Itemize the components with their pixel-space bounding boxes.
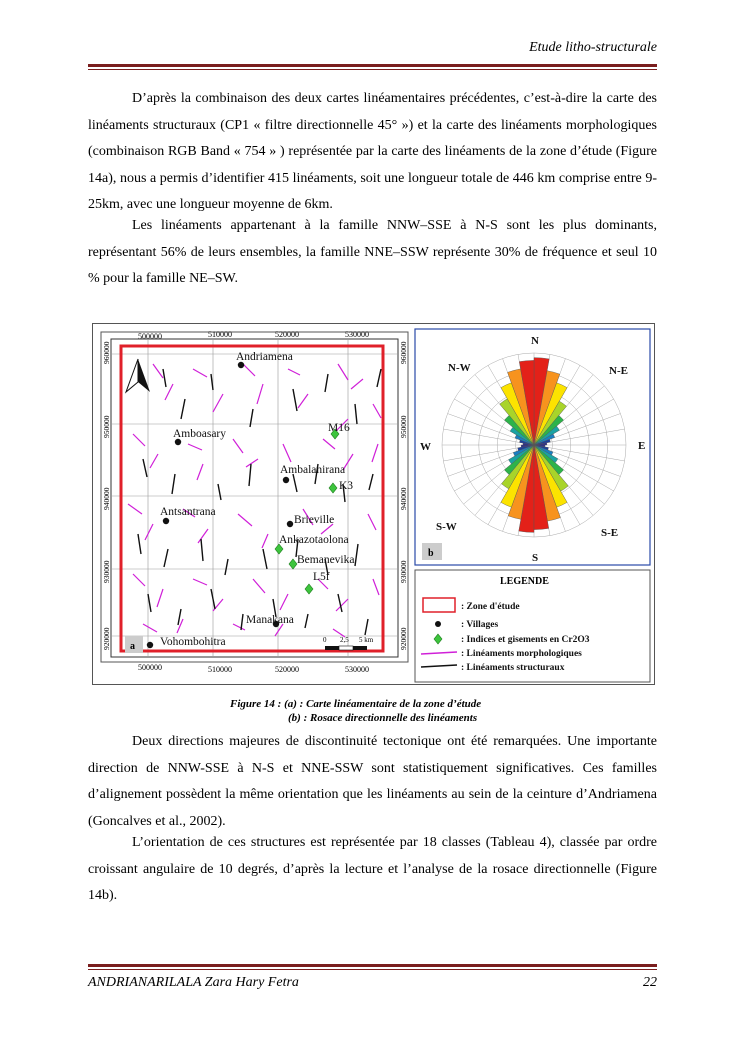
direction-sw: S-W xyxy=(436,521,457,533)
panel-a-label: a xyxy=(130,641,135,652)
running-header: Etude litho-structurale xyxy=(529,40,657,55)
deposit-label-bemanevika: Bemanevika xyxy=(297,554,355,566)
village-marker-vohombohitra xyxy=(147,642,153,648)
direction-ne: N-E xyxy=(609,365,628,377)
x-tick-bottom-2: 510000 xyxy=(208,665,232,674)
y-tick-right-5: 920000 xyxy=(399,627,408,650)
x-tick-bottom-4: 530000 xyxy=(345,665,369,674)
rose-diagram xyxy=(415,329,650,565)
direction-nw: N-W xyxy=(448,362,471,374)
legend-item-struct: : Linéaments structuraux xyxy=(461,663,565,673)
header-rule xyxy=(88,64,657,67)
legend-item-morpho: : Linéaments morphologiques xyxy=(461,649,582,659)
village-label-ambalanirana: Ambalanirana xyxy=(280,464,346,476)
y-tick-right-2: 950000 xyxy=(399,415,408,438)
village-marker-brieville xyxy=(287,521,293,527)
deposit-label-l5f: L5f xyxy=(313,571,330,583)
header-rule-thin xyxy=(88,69,657,70)
legend-item-zone: : Zone d'étude xyxy=(461,602,520,612)
y-tick-left-1: 960000 xyxy=(102,341,111,364)
paragraph-3: Deux directions majeures de discontinuité tectonique ont été remarquées. Une importante direction de NNW-SSE à N-S et NNE-SSW sont statistiquement significatives. Ces familles d’alignement possèdent la même orientation que les linéaments au sein de la ceinture d’Andriamena (Goncalves et al., 2002). xyxy=(88,734,657,829)
legend-village-swatch xyxy=(435,621,441,627)
svg-text:0: 0 xyxy=(323,636,327,644)
direction-w: W xyxy=(420,441,431,453)
village-label-andriamena: Andriamena xyxy=(236,351,293,363)
direction-e: E xyxy=(638,440,646,452)
village-label-vohombohitra: Vohombohitra xyxy=(160,636,226,648)
x-tick-bottom-3: 520000 xyxy=(275,665,299,674)
legend-item-deposits: : Indices et gisements en Cr2O3 xyxy=(461,635,590,645)
lineament-map xyxy=(101,330,408,674)
y-tick-right-1: 960000 xyxy=(399,341,408,364)
x-tick-top-4: 530000 xyxy=(345,330,369,339)
x-tick-top-1: 500000 xyxy=(138,332,162,341)
page-number: 22 xyxy=(643,975,657,990)
village-label-amboasary: Amboasary xyxy=(173,428,227,440)
figure-caption-line-1: Figure 14 : (a) : Carte linéamentaire de la zone d’étude xyxy=(230,698,482,710)
y-tick-left-5: 920000 xyxy=(102,627,111,650)
paragraph-4: L’orientation de ces structures est représentée par 18 classes (Tableau 4), classée par ordre croissant angulaire de 10 degrés, d’après la lecture et l’analyse de la rosace directionnelle (Figure 14b). xyxy=(88,835,657,903)
svg-text:5 km: 5 km xyxy=(359,636,374,644)
footer-rule xyxy=(88,964,657,967)
y-tick-left-2: 950000 xyxy=(102,415,111,438)
village-label-ankazotaolona: Ankazotaolona xyxy=(279,534,349,546)
village-marker-antsantrana xyxy=(163,518,169,524)
footer-author: ANDRIANARILALA Zara Hary Fetra xyxy=(88,975,299,990)
x-tick-bottom-1: 500000 xyxy=(138,663,162,672)
village-label-brieville: Brieville xyxy=(294,514,335,526)
figure-caption-line-2: (b) : Rosace directionnelle des linéaments xyxy=(288,712,478,724)
y-tick-right-4: 930000 xyxy=(399,560,408,583)
svg-text:2,5: 2,5 xyxy=(340,636,349,644)
figure-legend xyxy=(415,570,650,682)
y-tick-left-3: 940000 xyxy=(102,487,111,510)
x-tick-top-3: 520000 xyxy=(275,330,299,339)
footer-rule-thin xyxy=(88,969,657,970)
deposit-label-m16: M16 xyxy=(328,422,350,434)
direction-n: N xyxy=(531,335,539,347)
legend-item-villages: : Villages xyxy=(461,620,499,630)
y-tick-right-3: 940000 xyxy=(399,487,408,510)
x-tick-top-2: 510000 xyxy=(208,330,232,339)
village-label-manakana: Manakana xyxy=(246,614,294,626)
village-label-antsantrana: Antsantrana xyxy=(160,506,216,518)
paragraph-1: D’après la combinaison des deux cartes linéamentaires précédentes, c’est-à-dire la carte des linéaments structuraux (CP1 « filtre directionnelle 45° ») et la carte des linéaments morphologiques (combinaison RGB Band « 754 » ) représentée par la carte des linéaments de la zone d’étude (Figure 14a), nous a permis d’identifier 415 linéaments, soit une longueur totale de 446 km comprise entre 9-25km, avec une longueur moyenne de 6km. xyxy=(88,91,657,212)
figure-14 xyxy=(92,323,655,685)
legend-title: LEGENDE xyxy=(500,576,549,587)
deposit-label-k3: K3 xyxy=(339,480,354,492)
direction-se: S-E xyxy=(601,527,619,539)
village-marker-ambalanirana xyxy=(283,477,289,483)
panel-b-label: b xyxy=(428,548,434,559)
paragraph-2: Les linéaments appartenant à la famille NNW–SSE à N-S sont les plus dominants, représentant 56% de leurs ensembles, la famille NNE–SSW représente 30% de fréquence et seul 10 % pour la famille NE–SW. xyxy=(88,218,657,286)
y-tick-left-4: 930000 xyxy=(102,560,111,583)
direction-s: S xyxy=(532,552,539,564)
